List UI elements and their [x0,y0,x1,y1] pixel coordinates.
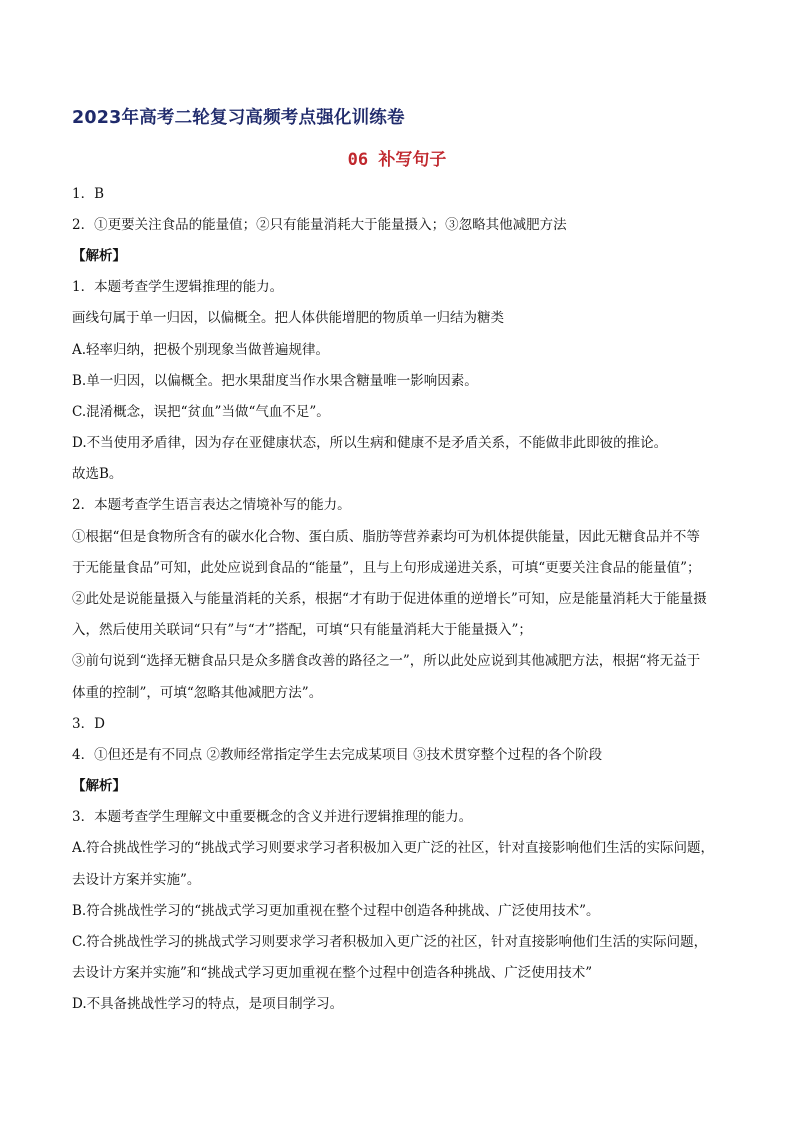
section-label: 【解析】 [72,248,126,264]
text-line: D.不具备挑战性学习的特点，是项目制学习。 [72,996,344,1012]
text-line: A.轻率归纳，把极个别现象当做普遍规律。 [72,342,330,358]
text-line: 4．①但还是有不同点 ②教师经常指定学生去完成某项目 ③技术贯穿整个过程的各个阶段 [72,747,603,763]
text-line: B.单一归因，以偏概全。把水果甜度当作水果含糖量唯一影响因素。 [72,373,478,389]
text-line: 3．D [72,716,105,732]
text-line: 画线句属于单一归因，以偏概全。把人体供能增肥的物质单一归结为糖类 [72,310,504,326]
text-line: 去设计方案并实施”和“挑战式学习更加重视在整个过程中创造各种挑战、广泛使用技术” [72,965,593,981]
section-subtitle: 06 补写句子 [347,150,447,170]
text-line: C.混淆概念，误把“贫血”当做“气血不足”。 [72,404,330,420]
text-line: 去设计方案并实施”。 [72,872,201,888]
text-line: C.符合挑战性学习的挑战式学习则要求学习者积极加入更广泛的社区，针对直接影响他们生活的实际问题， [72,934,708,950]
text-line: 1．本题考查学生逻辑推理的能力。 [72,279,284,295]
text-line: 于无能量食品”可知，此处应说到食品的“能量”，且与上句形成递进关系，可填“更要关注食品的能量值”； [72,560,701,576]
text-line: 2．本题考查学生语言表达之情境补写的能力。 [72,497,351,513]
text-line: B.符合挑战性学习的“挑战式学习更加重视在整个过程中创造各种挑战、广泛使用技术”。 [72,903,600,919]
text-line: 体重的控制”，可填“忽略其他减肥方法”。 [72,685,323,701]
text-line: 故选B。 [72,466,123,482]
text-line: ③前句说到“选择无糖食品只是众多膳食改善的路径之一”，所以此处应说到其他减肥方法，根据“将无益于 [72,653,701,669]
text-line: ①根据“但是食物所含有的碳水化合物、蛋白质、脂肪等营养素均可为机体提供能量，因此无糖食品并不等 [72,529,700,545]
text-line: 1．B [72,186,105,202]
text-line: A.符合挑战性学习的“挑战式学习则要求学习者积极加入更广泛的社区，针对直接影响他们生活的实际问题， [72,840,714,856]
text-line: 2．①更要关注食品的能量值；②只有能量消耗大于能量摄入；③忽略其他减肥方法 [72,217,567,233]
text-line: D.不当使用矛盾律，因为存在亚健康状态，所以生病和健康不是矛盾关系，不能做非此即彼的推论。 [72,435,668,451]
section-label: 【解析】 [72,778,126,794]
text-line: 3．本题考查学生理解文中重要概念的含义并进行逻辑推理的能力。 [72,809,473,825]
text-line: 入，然后使用关联词“只有”与“才”搭配，可填“只有能量消耗大于能量摄入”； [72,622,532,638]
text-line: ②此处是说能量摄入与能量消耗的关系，根据“才有助于促进体重的逆增长”可知，应是能量消耗大于能量摄 [72,591,707,607]
document-title: 2023年高考二轮复习高频考点强化训练卷 [72,108,405,128]
